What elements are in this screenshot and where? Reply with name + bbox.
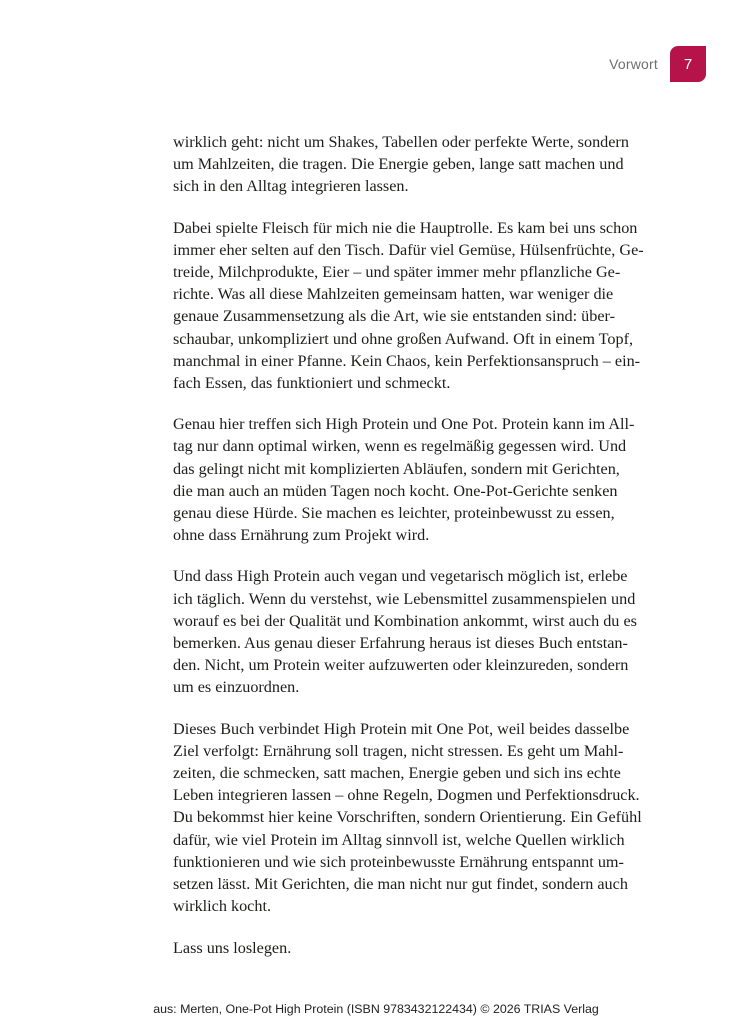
text-line: den. Nicht, um Protein weiter aufzuwerten oder kleinzureden, sondern <box>173 656 629 675</box>
paragraph <box>173 718 673 918</box>
text-line: Lass uns loslegen. <box>173 938 292 957</box>
text-line: ohne dass Ernährung zum Projekt wird. <box>173 526 430 545</box>
section-label: Vorwort <box>609 56 658 72</box>
text-line: fach Essen, das funktioniert und schmeckt. <box>173 374 451 393</box>
text-line: treide, Milchprodukte, Eier – und später immer mehr pflanzliche Ge- <box>173 263 621 282</box>
text-line: Leben integrieren lassen – ohne Regeln, Dogmen und Perfektionsdruck. <box>173 786 640 805</box>
text-line: Du bekommst hier keine Vorschriften, sondern Orientierung. Ein Gefühl <box>173 808 642 827</box>
text-line: um Mahlzeiten, die tragen. Die Energie geben, lange satt machen und <box>173 155 624 174</box>
paragraph <box>173 565 673 698</box>
text-line: die man auch an müden Tagen noch kocht. One-Pot-Gerichte senken <box>173 481 618 500</box>
page-header <box>609 46 706 82</box>
text-line: bemerken. Aus genau dieser Erfahrung heraus ist dieses Buch entstan- <box>173 634 628 653</box>
text-line: tag nur dann optimal wirken, wenn es regelmäßig gegessen wird. Und <box>173 437 627 456</box>
body-text <box>173 131 673 978</box>
text-line: das gelingt nicht mit komplizierten Abläufen, sondern mit Gerichten, <box>173 459 620 478</box>
text-line: manchmal in einer Pfanne. Kein Chaos, kein Perfektionsanspruch – ein- <box>173 351 641 370</box>
page-number-badge: 7 <box>670 46 706 82</box>
text-line: worauf es bei der Qualität und Kombination ankommt, wirst auch du es <box>173 611 637 630</box>
text-line: zeiten, die schmecken, satt machen, Energie geben und sich ins echte <box>173 764 621 783</box>
text-line: Und dass High Protein auch vegan und vegetarisch möglich ist, erlebe <box>173 567 628 586</box>
footer-citation: aus: Merten, One-Pot High Protein (ISBN 9783432122434) © 2026 TRIAS Verlag <box>153 1002 599 1016</box>
text-line: wirklich geht: nicht um Shakes, Tabellen oder perfekte Werte, sondern <box>173 133 629 151</box>
paragraph <box>173 413 673 546</box>
text-line: genau diese Hürde. Sie machen es leichter, proteinbewusst zu essen, <box>173 504 615 523</box>
text-line: genaue Zusammensetzung als die Art, wie sie entstanden sind: über- <box>173 307 616 326</box>
text-line: Genau hier treffen sich High Protein und One Pot. Protein kann im All- <box>173 415 635 434</box>
text-line: immer eher selten auf den Tisch. Dafür viel Gemüse, Hülsenfrüchte, Ge- <box>173 240 644 259</box>
text-line: richte. Was all diese Mahlzeiten gemeinsam hatten, war weniger die <box>173 285 614 304</box>
text-line: wirklich kocht. <box>173 897 272 916</box>
text-line: Dieses Buch verbindet High Protein mit One Pot, weil beides dasselbe <box>173 719 630 738</box>
paragraph <box>173 217 673 395</box>
paragraph <box>173 131 673 198</box>
text-line: setzen lässt. Mit Gerichten, die man nicht nur gut findet, sondern auch <box>173 875 628 894</box>
text-line: um es einzuordnen. <box>173 678 300 697</box>
text-line: Ziel verfolgt: Ernährung soll tragen, nicht stressen. Es geht um Mahl- <box>173 741 624 760</box>
text-line: dafür, wie viel Protein im Alltag sinnvoll ist, welche Quellen wirklich <box>173 830 625 849</box>
text-line: Dabei spielte Fleisch für mich nie die Hauptrolle. Es kam bei uns schon <box>173 218 638 237</box>
text-line: funktionieren und wie sich proteinbewusste Ernährung entspannt um- <box>173 852 624 871</box>
text-line: sich in den Alltag integrieren lassen. <box>173 177 409 196</box>
text-line: ich täglich. Wenn du verstehst, wie Lebensmittel zusammenspielen und <box>173 589 636 608</box>
paragraph <box>173 937 673 959</box>
text-line: schaubar, unkompliziert und ohne großen Aufwand. Oft in einem Topf, <box>173 329 634 348</box>
